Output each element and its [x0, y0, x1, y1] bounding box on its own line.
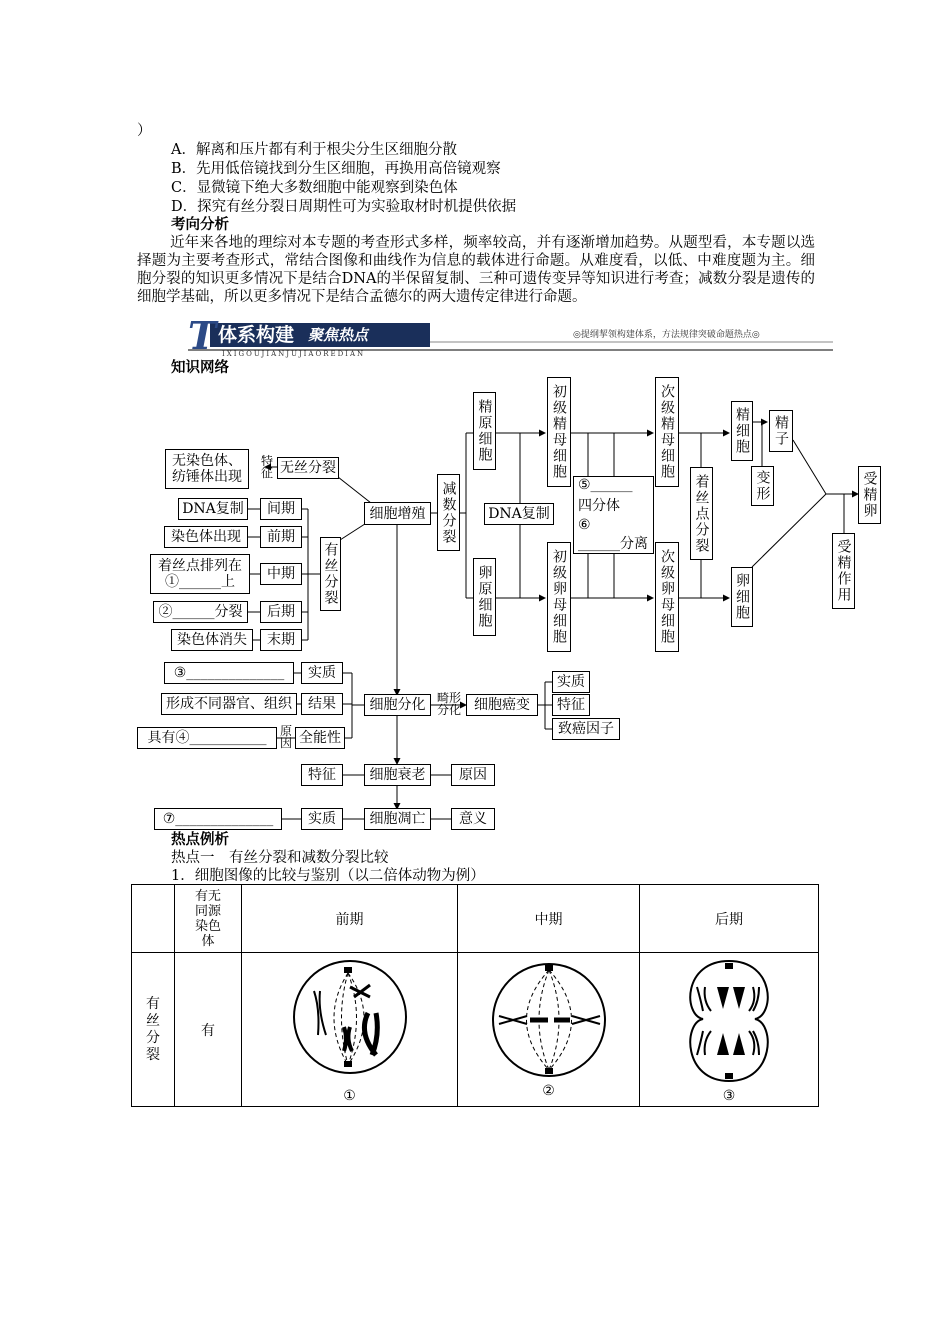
header-anaphase: 后期 — [640, 885, 819, 953]
node-luanyuan: 卵原细胞 — [473, 558, 496, 636]
node-jingzi: 精子 — [769, 410, 793, 452]
banner-subtitle: 聚焦热点 — [308, 326, 369, 344]
option-b: B．先用低倍镜找到分生区细胞，再换用高倍镜观察 — [171, 161, 501, 177]
anaphase-cell-figure — [683, 957, 775, 1085]
analysis-body: 近年来各地的理综对本专题的考查形式多样，频率较高，并有逐渐增加趋势。从题型看，本专题以选择题为主要考查形式，常结合图像和曲线作为信息的载体进行命题。从难度看，以低、中难度题为主。细胞分裂的知识更多情况下是结合DNA的半保留复制、三种可遗传变异等知识进行考查；减数分裂是遗传的细胞学基础，所以更多情况下是结合孟德尔的两大遗传定律进行命题。 — [137, 235, 815, 305]
row-label-mitosis: 有丝分裂 — [132, 953, 175, 1107]
node-jianqi: 间期 — [260, 498, 302, 520]
network-heading: 知识网络 — [171, 359, 229, 376]
node-q7: ⑦______________ — [154, 808, 282, 830]
fig3-label: ③ — [722, 1087, 736, 1104]
node-shoujing-zuoyong: 受精作用 — [832, 533, 855, 609]
node-yiyi: 意义 — [451, 808, 495, 830]
cell-metaphase-fig — [458, 953, 640, 1107]
node-quanneng: 全能性 — [295, 727, 345, 749]
node-moqi: 末期 — [260, 629, 302, 651]
node-fenlie2: ②______分裂 — [153, 601, 248, 623]
node-zhiai: 致癌因子 — [552, 718, 620, 740]
node-luanxibao: 卵细胞 — [731, 567, 753, 627]
banner-title: 体系构建 — [218, 324, 295, 346]
hotspot-item: 1．细胞图像的比较与鉴别（以二倍体动物为例） — [171, 868, 485, 884]
comparison-table — [131, 884, 819, 1107]
option-d: D．探究有丝分裂日周期性可为实验取材时机提供依据 — [171, 199, 517, 215]
fig2-label: ② — [542, 1082, 555, 1099]
node-jieguo: 结果 — [301, 693, 343, 715]
node-chuji-jing: 初级精母细胞 — [547, 377, 571, 487]
analysis-heading: 考向分析 — [171, 216, 229, 233]
node-aibian: 细胞癌变 — [466, 694, 538, 716]
header-homolog: 有无同源染色体 — [175, 885, 242, 953]
node-ciji-jing: 次级精母细胞 — [655, 377, 679, 487]
hotspot-heading: 热点例析 — [171, 831, 229, 848]
node-shuailao: 细胞衰老 — [364, 764, 431, 786]
banner-pinyin: IXIGOUJIANJUJIAOREDIAN — [222, 350, 366, 358]
prophase-cell-figure — [290, 957, 410, 1085]
node-q3: ③______________ — [164, 662, 294, 684]
node-chrom-vanish: 染色体消失 — [171, 629, 253, 651]
node-zhuosi-pos — [150, 554, 250, 594]
node-qianqi: 前期 — [260, 526, 302, 548]
node-q4: 具有④___________ — [137, 727, 277, 749]
row-homolog-value: 有 — [175, 953, 242, 1107]
option-a: A．解离和压片都有利于根尖分生区细胞分散 — [171, 142, 457, 158]
paren: ） — [137, 123, 152, 139]
node-tezheng2: 特征 — [552, 694, 590, 716]
node-sifenti: 四分体 — [578, 498, 620, 514]
cell-anaphase-fig — [640, 953, 819, 1107]
cell-prophase-fig — [242, 953, 458, 1107]
node-dna-mid: DNA复制 — [484, 503, 554, 525]
node-bianxing: 变形 — [751, 466, 774, 506]
option-c: C．显微镜下绝大多数细胞中能观察到染色体 — [171, 180, 458, 196]
node-yousi: 有丝分裂 — [320, 537, 341, 611]
node-q5: ⑤______ — [578, 477, 633, 493]
banner-right: ◎提纲挈领构建体系，方法规律突破命题热点◎ — [573, 330, 760, 340]
node-q6: ⑥ — [578, 517, 591, 533]
banner-letter: T — [188, 313, 217, 358]
node-q6b: ______分离 — [578, 536, 648, 552]
label-tezheng: 特征 — [260, 454, 273, 480]
zhuosi-line2: ①______上 — [165, 574, 235, 590]
node-diaowang: 细胞凋亡 — [364, 808, 431, 830]
node-tezheng3: 特征 — [301, 764, 343, 786]
hotspot-sub: 热点一 有丝分裂和减数分裂比较 — [171, 850, 389, 866]
label-yuanyin-small: 原因 — [279, 724, 292, 750]
node-xingcheng: 形成不同器官、组织 — [161, 693, 297, 715]
node-chrom-appear: 染色体出现 — [164, 526, 248, 548]
node-zhongqi: 中期 — [260, 563, 302, 585]
node-fenhua: 细胞分化 — [364, 694, 431, 716]
label-jixing: 畸形分化 — [436, 691, 461, 717]
node-shoujingluan: 受精卵 — [858, 466, 881, 524]
node-yuanyin: 原因 — [451, 764, 495, 786]
fig1-label: ① — [343, 1087, 356, 1104]
header-metaphase: 中期 — [458, 885, 640, 953]
header-prophase: 前期 — [242, 885, 458, 953]
node-houqi: 后期 — [260, 601, 302, 623]
node-ciji-luan: 次级卵母细胞 — [655, 542, 679, 652]
node-jingyuan: 精原细胞 — [473, 392, 496, 470]
node-zhuosidian: 着丝点分裂 — [690, 467, 713, 560]
node-zengzhi: 细胞增殖 — [364, 502, 431, 525]
node-jianshu: 减数分裂 — [437, 474, 460, 551]
node-shizhi1: 实质 — [301, 662, 343, 684]
metaphase-cell-figure — [484, 962, 614, 1080]
node-chuji-luan: 初级卵母细胞 — [547, 542, 571, 652]
zhuosi-line1: 着丝点排列在 — [158, 558, 242, 574]
node-wusi: 无丝分裂 — [277, 457, 339, 479]
node-wusi-feature: 无染色体、纺锤体出现 — [165, 449, 249, 489]
node-dna-copy: DNA复制 — [178, 498, 248, 520]
node-jingxibao: 精细胞 — [731, 401, 753, 461]
node-shizhi3: 实质 — [301, 808, 343, 830]
node-shizhi2: 实质 — [552, 671, 590, 693]
table-corner — [132, 885, 175, 953]
